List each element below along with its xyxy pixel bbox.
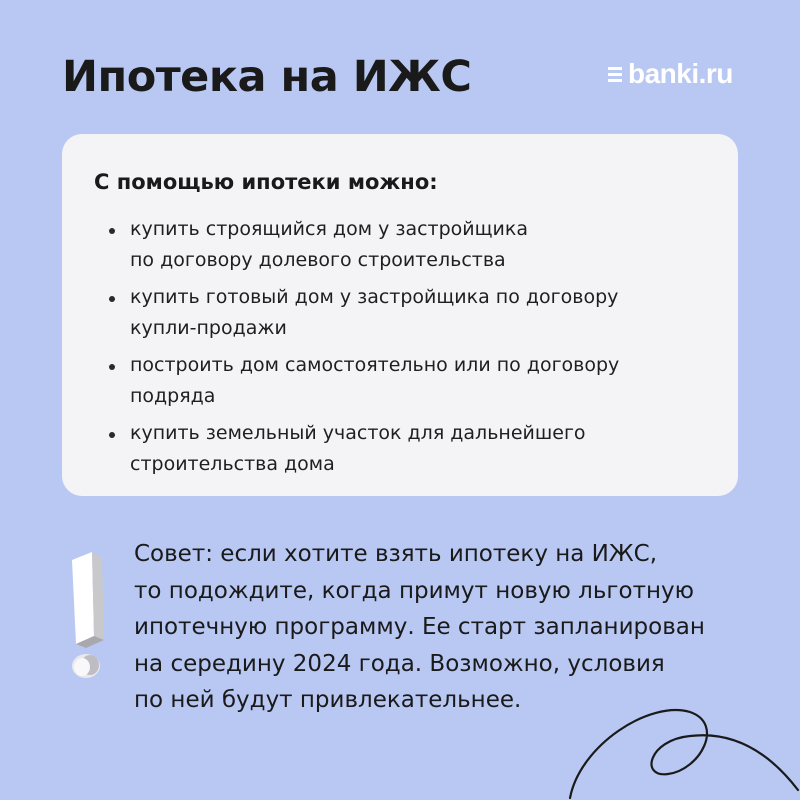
list-item (106, 214, 706, 276)
list-item-line: купить строящийся дом у застройщика (130, 218, 529, 240)
decorative-swirl (540, 690, 800, 800)
bullet-icon (109, 296, 115, 302)
options-list (106, 214, 706, 486)
bullet-icon (109, 364, 115, 370)
list-item-line: купить готовый дом у застройщика по договору (130, 286, 619, 308)
info-card (62, 134, 738, 496)
list-item-line: купли-продажи (130, 317, 287, 339)
advice-line: Совет: если хотите взять ипотеку на ИЖС, (134, 541, 658, 567)
list-item (106, 418, 706, 480)
page-title: Ипотека на ИЖС (62, 52, 472, 102)
card-heading: С помощью ипотеки можно: (94, 170, 438, 194)
list-item-line: строительства дома (130, 453, 335, 475)
list-item-line: построить дом самостоятельно или по договору (130, 354, 620, 376)
bullet-icon (109, 432, 115, 438)
banki-logo-icon (608, 64, 626, 84)
banki-logo[interactable] (608, 58, 733, 90)
bullet-icon (109, 228, 115, 234)
list-item (106, 350, 706, 412)
advice-line: по ней будут привлекательнее. (134, 687, 522, 713)
list-item-line: купить земельный участок для дальнейшего (130, 422, 586, 444)
list-item-line: подряда (130, 385, 216, 407)
advice-line: на середину 2024 года. Возможно, условия (134, 650, 665, 677)
exclamation-icon (62, 552, 110, 692)
advice-line: ипотечную программу. Ее старт запланирован (134, 614, 705, 640)
logo-text: banki.ru (628, 58, 733, 89)
list-item (106, 282, 706, 344)
list-item-line: по договору долевого строительства (130, 249, 506, 271)
advice-line: то подождите, когда примут новую льготную (134, 577, 694, 604)
